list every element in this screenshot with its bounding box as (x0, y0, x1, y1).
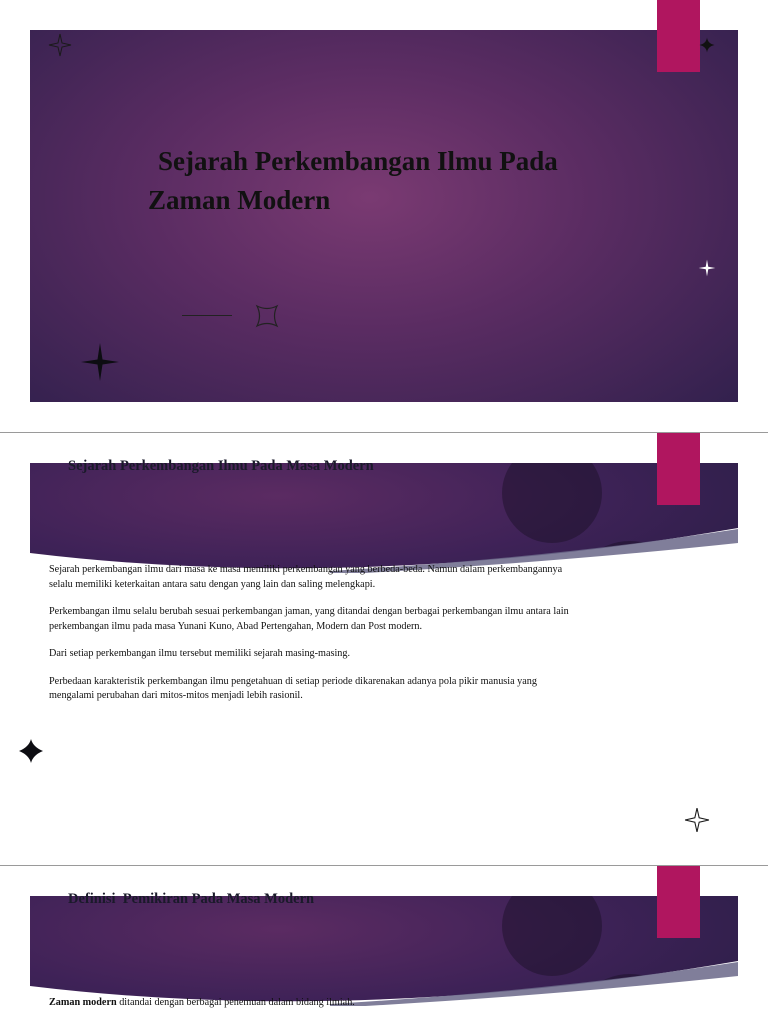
decorative-curve (30, 463, 738, 573)
intro-text: ditandai dengan berbagai penemuan dalam bidang ilmiah. (116, 997, 355, 1008)
squircle-outline-icon (254, 303, 280, 329)
decorative-curve (30, 896, 738, 1006)
sparkle-outline-icon (48, 33, 72, 57)
slide-banner (30, 896, 738, 1006)
sparkle-white-icon (697, 258, 717, 278)
sparkle-outline-icon (684, 807, 710, 833)
title-slide (0, 0, 768, 432)
slide-title (148, 142, 648, 220)
body-paragraph: Perkembangan ilmu selalu berubah sesuai perkembangan jaman, yang ditandai dengan berbagai perkembangan ilmu antara lain perkembangan ilmu pada masa Yunani Kuno, Abad Pertengahan, Modern dan Post modern. (49, 606, 569, 632)
decorative-line (182, 315, 232, 316)
sparkle-filled-icon (698, 36, 716, 54)
accent-tab (657, 866, 700, 938)
slide-title-line-1: Sejarah Perkembangan Ilmu Pada (158, 146, 558, 176)
accent-tab (657, 433, 700, 505)
body-paragraph (49, 996, 569, 1011)
slide-heading: Sejarah Perkembangan Ilmu Pada Masa Modern (68, 458, 374, 474)
bold-term: Zaman modern (49, 997, 117, 1008)
slide-body (49, 563, 569, 717)
slide-title-line-2: Zaman Modern (148, 185, 331, 215)
content-slide-definition (0, 866, 768, 1024)
sparkle-large-icon (80, 342, 120, 382)
body-paragraph: Perbedaan karakteristik perkembangan ilmu pengetahuan di setiap periode dikarenakan adanya pola pikir manusia yang mengalami perubahan dari mitos-mitos menjadi lebih rasionil. (49, 675, 537, 701)
body-paragraph: Dari setiap perkembangan ilmu tersebut memiliki sejarah masing-masing. (49, 648, 351, 659)
slide-banner (30, 463, 738, 573)
content-slide-history (0, 433, 768, 865)
accent-tab (657, 0, 700, 72)
slide-heading: Definisi Pemikiran Pada Masa Modern (68, 891, 315, 907)
slide-body (49, 996, 569, 1024)
four-point-star-icon (18, 738, 44, 764)
body-paragraph: Sejarah perkembangan ilmu dari masa ke masa memiliki perkembangan yang berbeda-beda. Namun dalam perkembangannya selalu memiliki keterkaitan antara satu dengan yang lain dan saling melengkapi. (49, 564, 563, 590)
